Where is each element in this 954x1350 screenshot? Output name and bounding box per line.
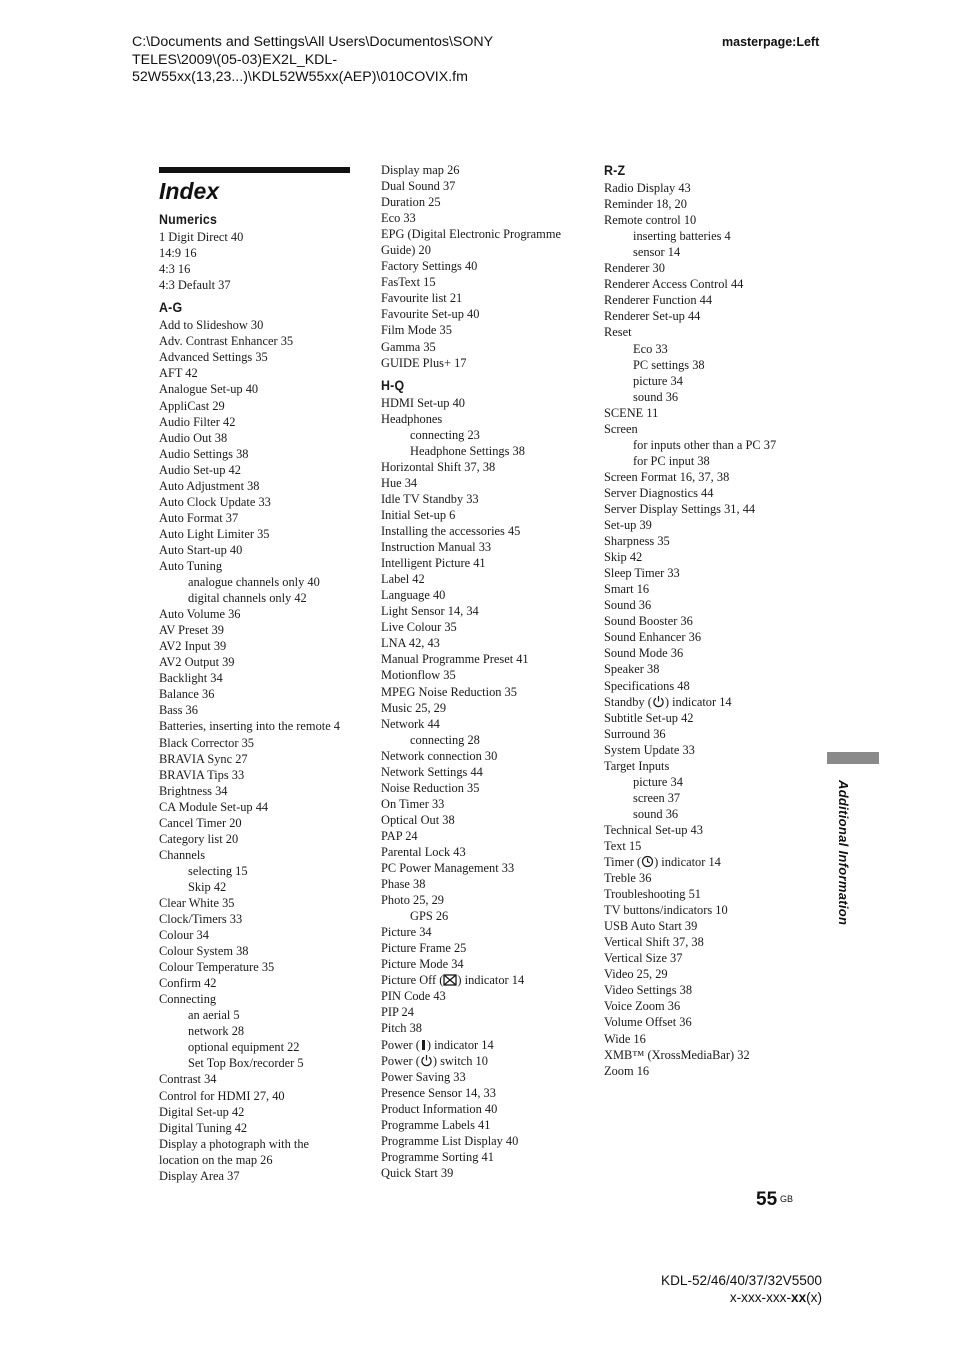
index-entry: Clock/Timers 33 (159, 912, 243, 927)
file-path-header: C:\Documents and Settings\All Users\Documentos\SONY TELES\2009\(05-03)EX2L_KDL-52W55xx(13,23...)\KDL52W55xx(AEP)\010COVIX.fm (132, 34, 493, 85)
index-entry: Renderer 30 (604, 261, 665, 276)
index-entry: Technical Set-up 43 (604, 822, 703, 837)
section-heading: R-Z (604, 163, 626, 179)
index-subentry: an aerial 5 (188, 1008, 240, 1023)
index-entry: Digital Tuning 42 (159, 1120, 248, 1135)
index-entry: Motionflow 35 (381, 668, 456, 683)
index-entry: location on the map 26 (159, 1152, 273, 1167)
index-subentry: for PC input 38 (633, 453, 710, 468)
entry-text: Timer ( (604, 855, 642, 870)
product-code (600, 1289, 822, 1306)
timer-icon (641, 855, 654, 869)
index-entry: Add to Slideshow 30 (159, 318, 264, 333)
index-entry: AFT 42 (159, 366, 198, 381)
index-entry: Phase 38 (381, 877, 426, 892)
side-tab-bar (827, 752, 879, 764)
masterpage-label: masterpage:Left (722, 35, 820, 49)
index-subentry: GPS 26 (410, 909, 449, 924)
index-entry: Text 15 (604, 838, 642, 853)
index-entry: Reset (604, 325, 632, 340)
index-subentry: picture 34 (633, 373, 683, 388)
index-entry: Product Information 40 (381, 1101, 498, 1116)
product-code-suffix: (x) (806, 1290, 822, 1305)
index-entry: Audio Out 38 (159, 430, 228, 445)
index-entry: AppliCast 29 (159, 398, 225, 413)
index-entry: Surround 36 (604, 726, 666, 741)
index-subentry: digital channels only 42 (188, 591, 307, 606)
model-number: KDL-52/46/40/37/32V5500 (661, 1273, 822, 1288)
index-entry: PIN Code 43 (381, 989, 446, 1004)
index-entry: Initial Set-up 6 (381, 507, 456, 522)
section-heading: A-G (159, 300, 183, 316)
index-subentry: selecting 15 (188, 863, 248, 878)
index-entry: Favourite list 21 (381, 291, 463, 306)
entry-text-after: ) indicator 14 (457, 973, 525, 988)
index-subentry: connecting 28 (410, 732, 480, 747)
index-subentry: sensor 14 (633, 245, 681, 260)
index-entry: Treble 36 (604, 871, 652, 886)
entry-text: Picture Off ( (381, 973, 444, 988)
index-subentry: connecting 23 (410, 427, 480, 442)
index-entry: Digital Set-up 42 (159, 1104, 245, 1119)
index-entry: Voice Zoom 36 (604, 999, 681, 1014)
index-entry: Programme Sorting 41 (381, 1149, 494, 1164)
index-subentry: PC settings 38 (633, 357, 705, 372)
index-entry: PC Power Management 33 (381, 861, 515, 876)
index-entry: BRAVIA Sync 27 (159, 751, 248, 766)
entry-text: Standby ( (604, 694, 652, 709)
index-column-3 (604, 162, 814, 1079)
index-subentry: Set Top Box/recorder 5 (188, 1056, 304, 1071)
index-entry: 14:9 16 (159, 246, 197, 261)
index-entry: Vertical Shift 37, 38 (604, 935, 704, 950)
index-subentry: sound 36 (633, 389, 679, 404)
index-entry: Sharpness 35 (604, 534, 670, 549)
index-subentry: Headphone Settings 38 (410, 443, 525, 458)
index-entry: Music 25, 29 (381, 700, 447, 715)
index-entry: Renderer Access Control 44 (604, 277, 744, 292)
index-entry: Auto Format 37 (159, 510, 239, 525)
index-entry: Dual Sound 37 (381, 179, 456, 194)
index-entry: Troubleshooting 51 (604, 887, 701, 902)
title-rule (159, 167, 350, 173)
index-entry: Radio Display 43 (604, 181, 691, 196)
index-entry: Gamma 35 (381, 339, 436, 354)
index-entry: Pitch 38 (381, 1021, 422, 1036)
index-entry (381, 1037, 581, 1053)
index-entry: BRAVIA Tips 33 (159, 767, 245, 782)
index-entry: XMB™ (XrossMediaBar) 32 (604, 1047, 750, 1062)
index-entry: On Timer 33 (381, 796, 445, 811)
index-entry: Adv. Contrast Enhancer 35 (159, 334, 294, 349)
side-tab-label: Additional Information (836, 780, 851, 926)
index-entry: Speaker 38 (604, 662, 660, 677)
index-entry: Auto Light Limiter 35 (159, 526, 270, 541)
index-entry: Installing the accessories 45 (381, 524, 521, 539)
index-entry: Audio Filter 42 (159, 414, 236, 429)
index-entry: Guide) 20 (381, 243, 431, 258)
index-entry: Black Corrector 35 (159, 735, 254, 750)
index-entry: Sleep Timer 33 (604, 566, 680, 581)
index-column-2 (381, 162, 581, 1181)
entry-text-after: ) indicator 14 (654, 855, 721, 870)
index-entry: HDMI Set-up 40 (381, 395, 465, 410)
index-entry: AV Preset 39 (159, 623, 224, 638)
index-entry: Picture 34 (381, 925, 432, 940)
product-code-prefix: x-xxx-xxx- (729, 1290, 792, 1305)
entry-text: Power ( (381, 1037, 420, 1052)
index-entry: Renderer Function 44 (604, 293, 713, 308)
index-entry: Sound Booster 36 (604, 614, 693, 629)
index-subentry: sound 36 (633, 806, 679, 821)
power-switch-icon (420, 1054, 433, 1068)
index-entry: Power Saving 33 (381, 1069, 466, 1084)
index-entry: 1 Digit Direct 40 (159, 230, 244, 245)
index-entry: Quick Start 39 (381, 1165, 454, 1180)
index-entry: Label 42 (381, 572, 425, 587)
index-entry: Auto Clock Update 33 (159, 494, 271, 509)
index-entry: Auto Adjustment 38 (159, 478, 260, 493)
index-entry: Eco 33 (381, 211, 416, 226)
index-subentry: network 28 (188, 1024, 245, 1039)
index-entry: Reminder 18, 20 (604, 197, 687, 212)
index-entry: Film Mode 35 (381, 323, 452, 338)
index-entry: Smart 16 (604, 582, 650, 597)
index-entry: Colour 34 (159, 928, 209, 943)
index-entry: Control for HDMI 27, 40 (159, 1088, 285, 1103)
index-entry: Zoom 16 (604, 1063, 650, 1078)
index-entry: Volume Offset 36 (604, 1015, 692, 1030)
index-entry: Instruction Manual 33 (381, 540, 492, 555)
index-entry: Horizontal Shift 37, 38 (381, 459, 496, 474)
index-entry: USB Auto Start 39 (604, 919, 698, 934)
index-entry: Brightness 34 (159, 783, 228, 798)
index-entry: Remote control 10 (604, 213, 697, 228)
index-entry: Backlight 34 (159, 671, 223, 686)
index-entry: Sound Enhancer 36 (604, 630, 702, 645)
entry-text: Power ( (381, 1053, 420, 1068)
index-subentry: for inputs other than a PC 37 (633, 437, 777, 452)
index-title: Index (159, 178, 220, 204)
index-entry: Optical Out 38 (381, 812, 455, 827)
index-entry: Skip 42 (604, 550, 643, 565)
index-entry: Sound 36 (604, 598, 652, 613)
index-entry: Contrast 34 (159, 1072, 217, 1087)
index-entry: Advanced Settings 35 (159, 350, 268, 365)
index-subentry: inserting batteries 4 (633, 229, 731, 244)
index-subentry: Skip 42 (188, 879, 227, 894)
standby-icon (652, 695, 665, 709)
index-entry: Audio Settings 38 (159, 446, 249, 461)
index-entry: Picture Mode 34 (381, 957, 464, 972)
index-entry: Vertical Size 37 (604, 951, 683, 966)
index-entry: Audio Set-up 42 (159, 462, 241, 477)
index-entry (381, 1053, 581, 1069)
section-heading: H-Q (381, 377, 405, 393)
index-entry (604, 694, 814, 710)
index-entry: Subtitle Set-up 42 (604, 710, 694, 725)
index-entry: Analogue Set-up 40 (159, 382, 259, 397)
index-entry: Screen (604, 421, 638, 436)
index-entry: TV buttons/indicators 10 (604, 903, 728, 918)
index-entry: Sound Mode 36 (604, 646, 684, 661)
index-entry: Video 25, 29 (604, 967, 668, 982)
index-entry: Confirm 42 (159, 976, 217, 991)
index-entry: Noise Reduction 35 (381, 780, 480, 795)
index-entry (381, 972, 581, 988)
index-entry: PIP 24 (381, 1005, 414, 1020)
index-entry: Parental Lock 43 (381, 844, 466, 859)
index-entry: Network Settings 44 (381, 764, 483, 779)
index-entry: CA Module Set-up 44 (159, 799, 269, 814)
index-entry: Balance 36 (159, 687, 215, 702)
index-entry: Video Settings 38 (604, 983, 693, 998)
index-entry: Programme List Display 40 (381, 1133, 519, 1148)
index-entry: EPG (Digital Electronic Programme (381, 227, 561, 242)
index-entry: Auto Volume 36 (159, 607, 241, 622)
index-entry: Manual Programme Preset 41 (381, 652, 529, 667)
index-subentry: screen 37 (633, 790, 681, 805)
index-entry: Target Inputs (604, 758, 670, 773)
index-entry: GUIDE Plus+ 17 (381, 355, 467, 370)
index-entry: Intelligent Picture 41 (381, 556, 486, 571)
index-entry: Renderer Set-up 44 (604, 309, 701, 324)
index-entry: Wide 16 (604, 1031, 646, 1046)
index-entry: Clear White 35 (159, 895, 235, 910)
index-entry: AV2 Output 39 (159, 655, 235, 670)
index-entry: 4:3 16 (159, 262, 191, 277)
index-subentry: optional equipment 22 (188, 1040, 300, 1055)
entry-text-after: ) indicator 14 (426, 1037, 494, 1052)
index-entry: Hue 34 (381, 475, 418, 490)
index-entry: Presence Sensor 14, 33 (381, 1085, 496, 1100)
index-entry: AV2 Input 39 (159, 639, 227, 654)
index-subentry: Eco 33 (633, 341, 668, 356)
index-entry: Favourite Set-up 40 (381, 307, 480, 322)
index-entry: Programme Labels 41 (381, 1117, 491, 1132)
index-entry: Auto Tuning (159, 558, 223, 573)
index-entry: Server Diagnostics 44 (604, 485, 714, 500)
index-entry: Display a photograph with the (159, 1136, 310, 1151)
index-entry: Picture Frame 25 (381, 941, 467, 956)
index-entry: Network 44 (381, 716, 440, 731)
model-info (600, 1272, 822, 1306)
index-entry: System Update 33 (604, 742, 695, 757)
picture-off-icon (443, 973, 457, 987)
index-subentry: analogue channels only 40 (188, 575, 320, 590)
index-entry: Channels (159, 847, 206, 862)
index-subentry: picture 34 (633, 774, 683, 789)
index-entry: Batteries, inserting into the remote 4 (159, 719, 340, 734)
index-entry: Screen Format 16, 37, 38 (604, 469, 730, 484)
page-number-suffix: GB (780, 1194, 794, 1204)
index-entry: Cancel Timer 20 (159, 815, 242, 830)
index-entry: Language 40 (381, 588, 446, 603)
product-code-bold: xx (791, 1290, 807, 1305)
index-entry: Light Sensor 14, 34 (381, 604, 479, 619)
index-entry: Auto Start-up 40 (159, 542, 243, 557)
index-entry (604, 854, 814, 870)
index-entry: Bass 36 (159, 703, 198, 718)
page-number: 55 (756, 1189, 778, 1210)
index-entry: Server Display Settings 31, 44 (604, 501, 756, 516)
index-entry: Photo 25, 29 (381, 893, 444, 908)
index-entry: FasText 15 (381, 275, 436, 290)
index-entry: LNA 42, 43 (381, 636, 440, 651)
index-entry: 4:3 Default 37 (159, 278, 231, 293)
index-entry: Factory Settings 40 (381, 259, 478, 274)
index-entry: Category list 20 (159, 831, 239, 846)
index-entry: Idle TV Standby 33 (381, 491, 479, 506)
index-entry: Headphones (381, 411, 443, 426)
index-column-1 (159, 211, 359, 1184)
section-heading: Numerics (159, 212, 218, 228)
entry-text-after: ) indicator 14 (664, 694, 732, 709)
index-entry: Display Area 37 (159, 1168, 240, 1183)
index-entry: Network connection 30 (381, 748, 498, 763)
index-entry: Connecting (159, 992, 217, 1007)
index-entry: PAP 24 (381, 828, 418, 843)
index-entry: Set-up 39 (604, 518, 652, 533)
index-entry: Live Colour 35 (381, 620, 457, 635)
entry-text-after: ) switch 10 (432, 1053, 488, 1068)
index-entry: Specifications 48 (604, 678, 690, 693)
power-indicator-icon (420, 1038, 427, 1052)
index-entry: Colour System 38 (159, 944, 249, 959)
index-entry: Duration 25 (381, 195, 441, 210)
index-entry: MPEG Noise Reduction 35 (381, 684, 517, 699)
index-entry: SCENE 11 (604, 405, 659, 420)
index-entry: Colour Temperature 35 (159, 960, 275, 975)
index-entry: Display map 26 (381, 163, 460, 177)
